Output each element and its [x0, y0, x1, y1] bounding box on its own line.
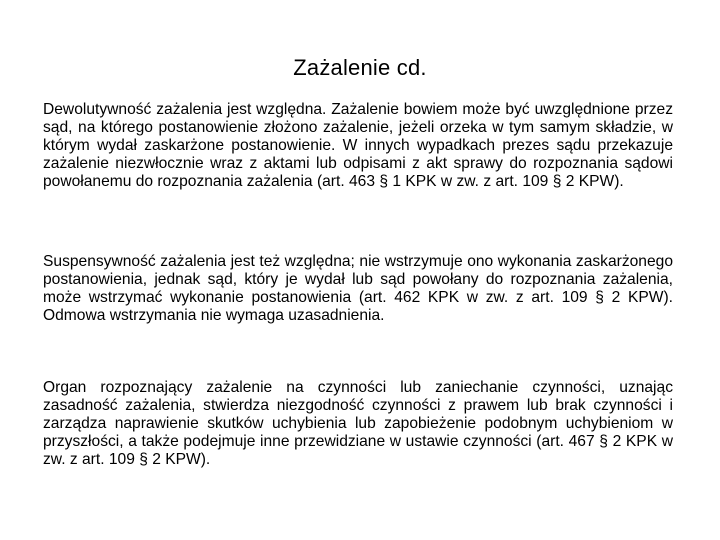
paragraph-suspensive: Suspensywność zażalenia jest też względna; nie wstrzymuje ono wykonania zaskarżonego postanowienia, jednak sąd, który je wydał lub sąd powołany do rozpoznania zażalenia, może wstrzymać wykonanie postanowienia (art. 462 KPK w zw. z art. 109 § 2 KPW). Odmowa wstrzymania nie wymaga uzasadnienia.: [43, 253, 673, 324]
paragraph-organ-decision: Organ rozpoznający zażalenie na czynności lub zaniechanie czynności, uznając zasadność zażalenia, stwierdza niezgodność czynności z prawem lub brak czynności i zarządza naprawienie skutków uchybienia lub zapobieżenie podobnym uchybieniom w przyszłości, a także podejmuje inne przewidziane w ustawie czynności (art. 467 § 2 KPK w zw. z art. 109 § 2 KPW).: [43, 379, 673, 468]
slide-title: Zażalenie cd.: [293, 55, 427, 80]
paragraph-devolutive: Dewolutywność zażalenia jest względna. Zażalenie bowiem może być uwzględnione przez sąd, na którego postanowienie złożono zażalenie, jeżeli orzeka w tym samym składzie, w którym wydał zaskarżone postanowienie. W innych wypadkach prezes sądu przekazuje zażalenie niezwłocznie wraz z aktami lub odpisami z akt sprawy do rozpoznania sądowi powołanemu do rozpoznania zażalenia (art. 463 § 1 KPK w zw. z art. 109 § 2 KPW).: [43, 101, 673, 190]
